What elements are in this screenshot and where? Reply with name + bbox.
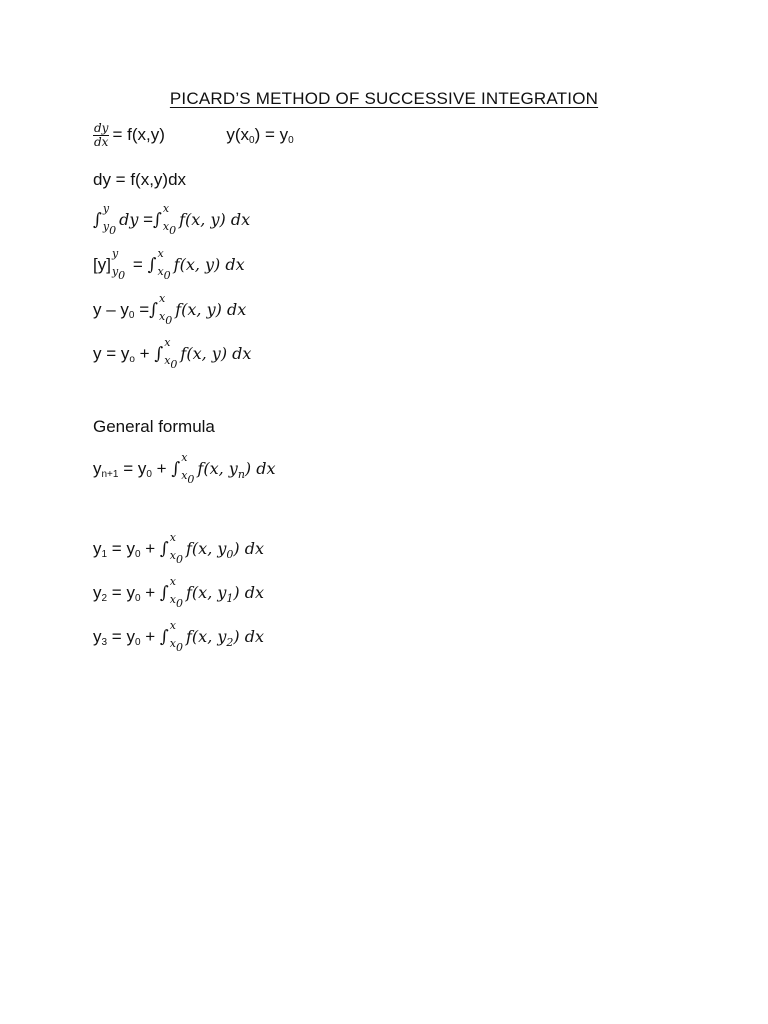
integral-sign: ∫	[153, 210, 162, 231]
integral-limits: y y0	[102, 202, 117, 237]
iteration-3: $y_3 = y_0$ + ∫ x x0 f(x, $y_2$) dx	[93, 619, 264, 654]
general-formula-heading: General formula	[93, 417, 215, 436]
iteration-1: $y_1 = y_0$ + ∫ x x0 f(x, $y_0$) dx	[93, 531, 264, 566]
page-title: PICARD’S METHOD OF SUCCESSIVE INTEGRATION	[169, 89, 599, 108]
integral-sign: ∫	[149, 300, 158, 321]
integral-sign: ∫	[159, 583, 169, 604]
integral-equation	[93, 202, 251, 237]
equals-sign: =	[143, 210, 154, 230]
integral-body: f(x, y) dx	[173, 255, 245, 275]
integral-body: f(x, $y_n$) dx	[197, 459, 276, 482]
integral-limits: x x0	[169, 531, 183, 566]
integral-limits: x x0	[157, 247, 171, 282]
separated-equation: dy = f(x,y)dx	[93, 170, 187, 189]
integral-body: f(x, y) dx	[179, 210, 251, 230]
integral-sign: ∫	[93, 210, 102, 231]
derivative-fraction	[93, 122, 109, 149]
integral-body: f(x, $y_0$) dx	[186, 539, 264, 562]
solution-equation: $y = y_o$ + ∫ x x0 f(x, y) dx	[93, 336, 252, 371]
integral-limits: x x0	[162, 202, 177, 237]
ode-rhs: = f(x,y)	[112, 125, 165, 145]
integral-sign: ∫	[171, 459, 181, 480]
integral-sign: ∫	[159, 627, 169, 648]
bracket-limits: y y0	[111, 247, 126, 282]
equals-sign: =	[139, 300, 150, 320]
integral-limits: x x0	[169, 575, 183, 610]
integral-limits: x x0	[169, 619, 183, 654]
integral-body: f(x, $y_2$) dx	[186, 627, 264, 650]
fraction-denominator: dx	[94, 135, 109, 150]
plus-sign: +	[145, 539, 156, 559]
integral-body: dy	[119, 210, 139, 230]
integral-body: f(x, $y_1$) dx	[186, 583, 264, 606]
evaluated-bracket: [y]	[93, 255, 111, 275]
plus-sign: +	[139, 344, 150, 364]
integral-body: f(x, y) dx	[180, 344, 252, 364]
difference-equation: y – $y_0$ =∫ x x0 f(x, y) dx	[93, 292, 247, 327]
iteration-2: $y_2 = y_0$ + ∫ x x0 f(x, $y_1$) dx	[93, 575, 264, 610]
integral-body: f(x, y) dx	[175, 300, 247, 320]
initial-condition: $y(x_0) = y_0$	[226, 125, 294, 147]
ode-line	[93, 122, 294, 149]
integral-limits: x x0	[159, 292, 173, 327]
general-formula: $y_{n+1} = y_0$ + ∫ x x0 f(x, $y_n$) dx	[93, 451, 276, 486]
plus-sign: +	[156, 459, 167, 479]
integral-sign: ∫	[147, 255, 157, 276]
plus-sign: +	[145, 627, 156, 647]
integral-sign: ∫	[159, 539, 169, 560]
integral-limits: x x0	[164, 336, 178, 371]
equals-sign: =	[132, 255, 143, 275]
plus-sign: +	[145, 583, 156, 603]
evaluated-equation	[93, 247, 245, 282]
integral-sign: ∫	[154, 344, 164, 365]
fraction-numerator: dy	[94, 121, 109, 135]
integral-limits: x x0	[181, 451, 195, 486]
